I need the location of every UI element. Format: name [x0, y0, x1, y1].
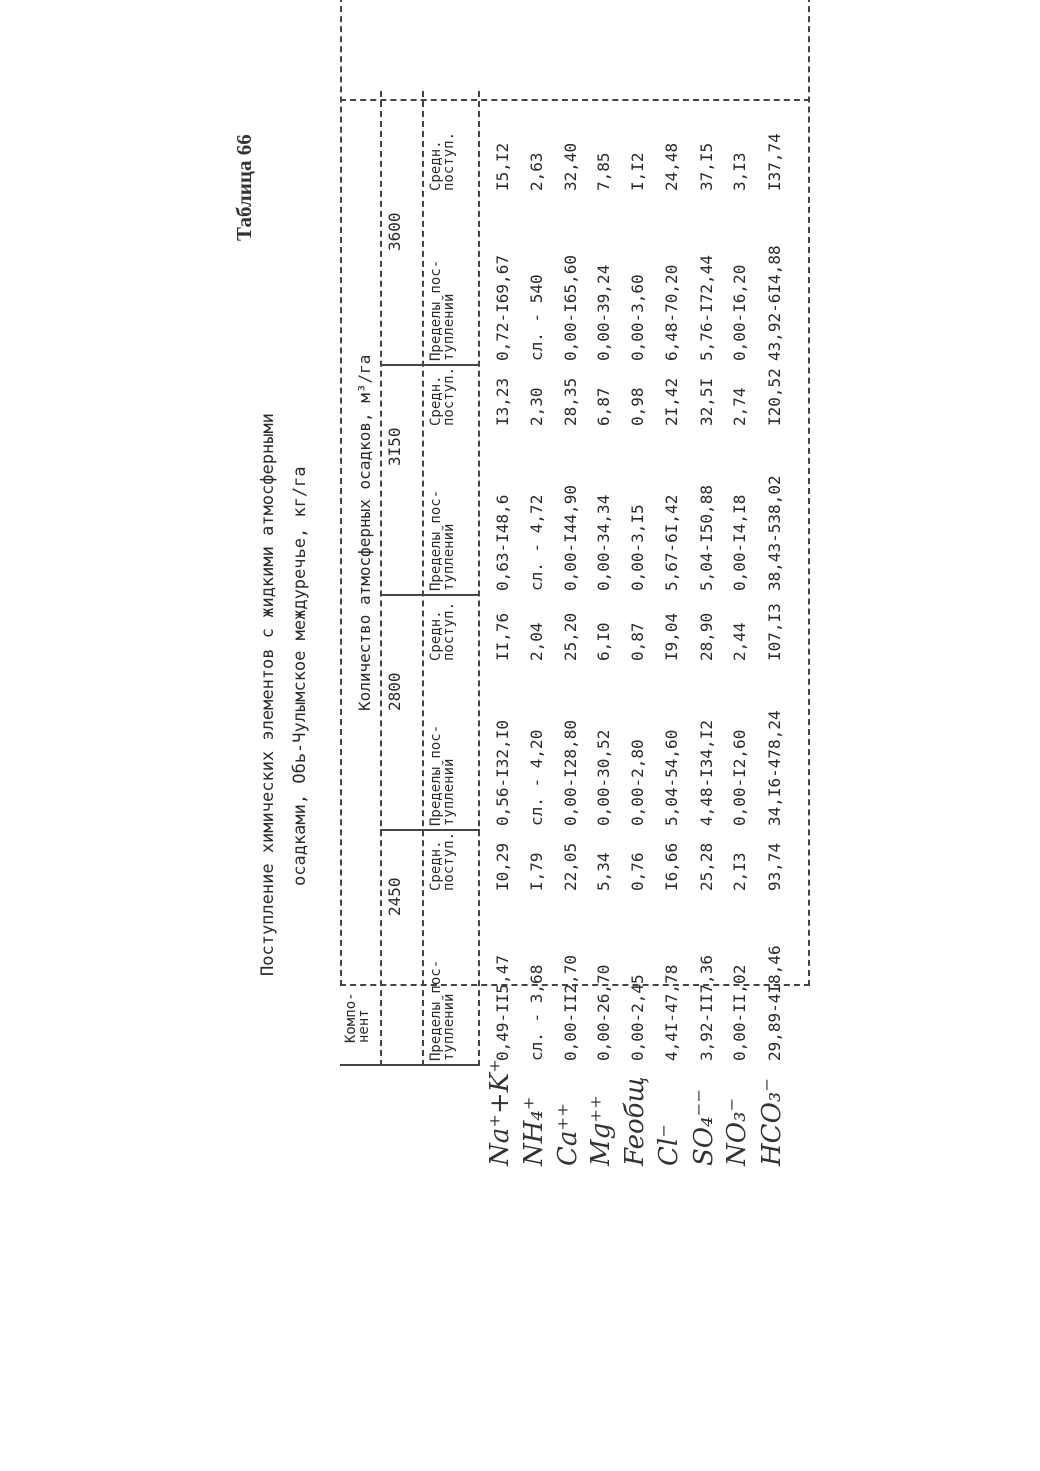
- avg-cell: 22,05: [561, 842, 580, 891]
- group-3600: 3600: [385, 212, 404, 251]
- avg-cell: 32,5I: [697, 377, 716, 426]
- range-cell: 5,04-I50,88: [697, 485, 716, 591]
- range-cell: 0,00-II,02: [730, 964, 749, 1061]
- avg-cell: 2,30: [527, 387, 546, 426]
- range-cell: 34,I6-478,24: [765, 710, 784, 826]
- avg-cell: I,I2: [628, 152, 647, 191]
- avg-cell: 0,98: [628, 387, 647, 426]
- subheader-avg: Средн. поступ.: [428, 831, 457, 891]
- subheader-range: Пределы пос- туплений: [428, 489, 457, 591]
- range-cell: 0,63-I48,6: [493, 494, 512, 591]
- group-header: Количество атмосферных осадков, м³/га: [355, 354, 374, 711]
- subheader-range: Пределы пос- туплений: [428, 724, 457, 826]
- range-cell: 6,48-70,20: [662, 264, 681, 361]
- group-2450: 2450: [385, 877, 404, 916]
- subheader-range: Пределы пос- туплений: [428, 959, 457, 1061]
- avg-cell: 6,I0: [594, 622, 613, 661]
- range-cell: 0,00-I44,90: [561, 485, 580, 591]
- range-cell: 5,67-6I,42: [662, 494, 681, 591]
- range-cell: 0,00-3,60: [628, 274, 647, 361]
- avg-cell: 93,74: [765, 842, 784, 891]
- range-cell: 0,00-I6,20: [730, 264, 749, 361]
- range-cell: 5,04-54,60: [662, 729, 681, 826]
- avg-cell: 28,90: [697, 612, 716, 661]
- avg-cell: 24,48: [662, 142, 681, 191]
- group-divider-2: [380, 594, 480, 596]
- avg-cell: 2,74: [730, 387, 749, 426]
- table-bottom-rule: [808, 0, 810, 986]
- table-label: Таблица 66: [232, 134, 256, 241]
- range-cell: 0,00-26,70: [594, 964, 613, 1061]
- range-cell: 0,00-I65,60: [561, 255, 580, 361]
- subheader-avg: Средн. поступ.: [428, 601, 457, 661]
- avg-cell: 37,I5: [697, 142, 716, 191]
- range-cell: 0,00-2,80: [628, 739, 647, 826]
- group-divider-1: [380, 829, 480, 831]
- range-cell: 43,92-6I4,88: [765, 245, 784, 361]
- avg-cell: I0,29: [493, 842, 512, 891]
- range-cell: 0,00-39,24: [594, 264, 613, 361]
- avg-cell: 3,I3: [730, 152, 749, 191]
- range-cell: 0,56-I32,I0: [493, 720, 512, 826]
- group-header-rule: [380, 91, 382, 1066]
- avg-cell: I6,66: [662, 842, 681, 891]
- component-label: Na⁺+K⁺: [485, 1059, 515, 1166]
- avg-cell: 28,35: [561, 377, 580, 426]
- avg-cell: 2,44: [730, 622, 749, 661]
- avg-cell: I,79: [527, 852, 546, 891]
- avg-cell: I5,I2: [493, 142, 512, 191]
- component-column-divider: [340, 1064, 480, 1066]
- component-label: HCO₃⁻: [757, 1077, 787, 1166]
- range-cell: 0,49-II5,47: [493, 955, 512, 1061]
- range-cell: 0,00-2,45: [628, 974, 647, 1061]
- range-cell: 0,00-II2,70: [561, 955, 580, 1061]
- component-label: Mg⁺⁺: [586, 1095, 616, 1166]
- avg-cell: I9,04: [662, 612, 681, 661]
- range-cell: 4,48-I34,I2: [697, 720, 716, 826]
- range-cell: сл. - 540: [527, 274, 546, 361]
- avg-cell: 25,20: [561, 612, 580, 661]
- avg-cell: 2,63: [527, 152, 546, 191]
- avg-cell: II,76: [493, 612, 512, 661]
- avg-cell: 25,28: [697, 842, 716, 891]
- avg-cell: 5,34: [594, 852, 613, 891]
- subheader-rule: [422, 91, 424, 1066]
- avg-cell: 2I,42: [662, 377, 681, 426]
- component-label: Feобщ: [620, 1076, 650, 1166]
- component-label: NO₃⁻: [722, 1097, 752, 1166]
- component-label: Cl⁻: [654, 1124, 684, 1166]
- table-title-line2: осадками, Обь-Чулымское междуречье, кг/га: [290, 466, 310, 886]
- avg-cell: 7,85: [594, 152, 613, 191]
- range-cell: 0,00-I4,I8: [730, 494, 749, 591]
- range-cell: 0,72-I69,67: [493, 255, 512, 361]
- range-cell: 0,00-I28,80: [561, 720, 580, 826]
- avg-cell: 0,87: [628, 622, 647, 661]
- avg-cell: 2,04: [527, 622, 546, 661]
- range-cell: 29,89-4I8,46: [765, 945, 784, 1061]
- avg-cell: I37,74: [765, 133, 784, 191]
- subheader-avg: Средн. поступ.: [428, 131, 457, 191]
- range-cell: сл. - 3,68: [527, 964, 546, 1061]
- table-top-rule: [340, 0, 342, 986]
- avg-cell: I07,I3: [765, 603, 784, 661]
- avg-cell: 6,87: [594, 387, 613, 426]
- group-2800: 2800: [385, 672, 404, 711]
- group-divider-3: [380, 364, 480, 366]
- component-header: Компо- нент: [343, 992, 372, 1043]
- group-3150: 3I50: [385, 427, 404, 466]
- avg-cell: I20,52: [765, 368, 784, 426]
- range-cell: 0,00-30,52: [594, 729, 613, 826]
- component-label: Ca⁺⁺: [553, 1103, 583, 1166]
- subheader-avg: Средн. поступ.: [428, 366, 457, 426]
- subheader-range: Пределы пос- туплений: [428, 259, 457, 361]
- avg-cell: I3,23: [493, 377, 512, 426]
- range-cell: 38,43-538,02: [765, 475, 784, 591]
- table-right-rule: [340, 99, 810, 101]
- range-cell: 4,4I-47,78: [662, 964, 681, 1061]
- range-cell: сл. - 4,72: [527, 494, 546, 591]
- range-cell: 0,00-34,34: [594, 494, 613, 591]
- range-cell: 0,00-I2,60: [730, 729, 749, 826]
- range-cell: 0,00-3,I5: [628, 504, 647, 591]
- avg-cell: 0,76: [628, 852, 647, 891]
- range-cell: 5,76-I72,44: [697, 255, 716, 361]
- avg-cell: 32,40: [561, 142, 580, 191]
- table-title-line1: Поступление химических элементов с жидкими атмосферными: [258, 413, 278, 976]
- avg-cell: 2,I3: [730, 852, 749, 891]
- header-bottom-rule: [478, 91, 480, 1066]
- range-cell: 3,92-II7,36: [697, 955, 716, 1061]
- component-label: NH₄⁺: [519, 1096, 549, 1166]
- component-label: SO₄⁻⁻: [689, 1089, 719, 1166]
- range-cell: сл. - 4,20: [527, 729, 546, 826]
